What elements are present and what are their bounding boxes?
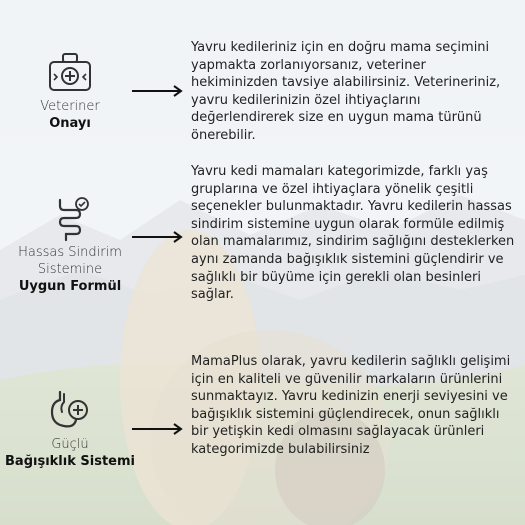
feature-description: Yavru kedi mamaları kategorimizde, farklı yaş gruplarına ve özel ihtiyaçlara yönelik çeşitli seçenekler bulunmaktadır. Yavru kedilerin hassas sindirim sistemine uygun olarak formüle edilmiş olan mamalarımız, sindirim sağlığını desteklerken aynı zamanda bağışıklık sistemini güçlendirir ve sağlıklı bir büyüme için gerekli olan besinleri sağlar. (191, 164, 515, 303)
arrow-right-icon (130, 422, 185, 436)
stomach-plus-icon (48, 388, 92, 432)
feature-label-bold: Bağışıklık Sistemi (5, 454, 135, 469)
feature-strong-immunity (0, 388, 140, 470)
feature-label: Hassas Sindirim (18, 245, 122, 260)
feature-label: Veteriner (40, 99, 100, 114)
feature-veterinary-approval (0, 50, 140, 132)
intestine-check-icon (50, 196, 90, 242)
feature-label: Güçlü (51, 437, 89, 452)
arrow-right-icon (130, 84, 185, 98)
feature-label-bold: Uygun Formül (18, 279, 122, 294)
feature-description: MamaPlus olarak, yavru kedilerin sağlıklı gelişimi için en kaliteli ve güvenilir markaların ürünlerini sunmaktayız. Yavru kedinizin enerji seviyesini ve bağışıklık sistemini güçlendirecek, onun sağlıklı bir yetişkin kedi olmasını sağlayacak ürünleri kategorimizde bulabilirsiniz (191, 354, 511, 457)
feature-label-line2: Sistemine (37, 262, 103, 277)
arrow-right-icon (130, 230, 185, 244)
feature-description: Yavru kedileriniz için en doğru mama seçimini yapmakta zorlanıyorsanız, veteriner hekiminizden tavsiye alabilirsiniz. Veterineriniz, yavru kedilerinizin özel ihtiyaçlarını değerlendirerek size en uygun mama türünü önerebilir. (191, 40, 501, 143)
feature-sensitive-digestion (0, 196, 140, 295)
feature-label-bold: Onayı (49, 116, 91, 131)
medical-kit-icon (46, 50, 94, 94)
